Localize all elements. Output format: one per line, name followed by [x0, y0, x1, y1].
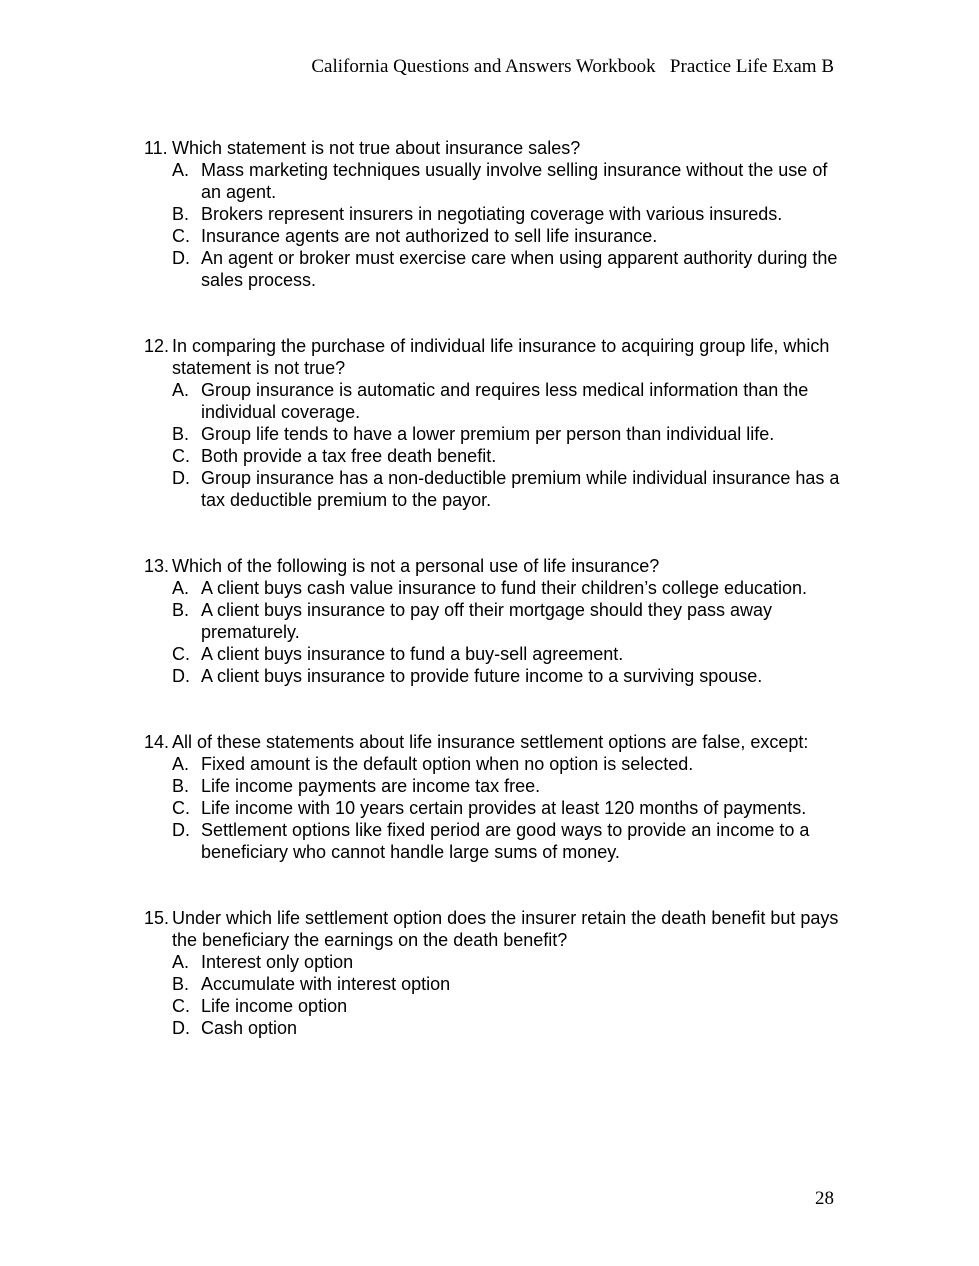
option-text: Cash option: [201, 1018, 298, 1038]
option-text: A client buys cash value insurance to fund their children’s college education.: [201, 578, 808, 598]
option-text: Group life tends to have a lower premium per person than individual life.: [201, 424, 775, 444]
answer-options: [144, 951, 844, 1039]
option-letter: C.: [172, 644, 190, 664]
answer-option-a: [172, 379, 844, 423]
answer-options: [144, 379, 844, 511]
option-letter: B.: [172, 600, 190, 620]
option-letter: C.: [172, 446, 190, 466]
question-stem: [144, 555, 844, 577]
question-number: 13.: [144, 556, 170, 576]
option-letter: D.: [172, 1018, 190, 1038]
option-letter: B.: [172, 424, 190, 444]
option-letter: C.: [172, 798, 190, 818]
question-text: All of these statements about life insurance settlement options are false, except:: [172, 732, 809, 752]
option-letter: A.: [172, 952, 190, 972]
question-text: In comparing the purchase of individual life insurance to acquiring group life, which statement is not true?: [172, 336, 830, 378]
option-letter: A.: [172, 578, 190, 598]
option-text: Brokers represent insurers in negotiating coverage with various insureds.: [201, 204, 783, 224]
answer-option-a: [172, 951, 844, 973]
option-text: Life income with 10 years certain provides at least 120 months of payments.: [201, 798, 807, 818]
question-text: Which of the following is not a personal use of life insurance?: [172, 556, 660, 576]
answer-option-b: [172, 203, 844, 225]
answer-option-d: [172, 1017, 844, 1039]
answer-options: [144, 159, 844, 291]
option-text: Both provide a tax free death benefit.: [201, 446, 497, 466]
question-11: [144, 137, 844, 291]
option-text: Life income option: [201, 996, 348, 1016]
option-letter: D.: [172, 820, 190, 840]
answer-option-c: [172, 225, 844, 247]
answer-option-c: [172, 797, 844, 819]
question-number: 11.: [144, 138, 168, 158]
option-text: Interest only option: [201, 952, 354, 972]
answer-option-a: [172, 159, 844, 203]
option-text: A client buys insurance to pay off their mortgage should they pass away prematurely.: [201, 600, 772, 642]
question-list: [144, 137, 844, 1083]
option-text: Accumulate with interest option: [201, 974, 451, 994]
question-stem: [144, 907, 844, 951]
option-letter: D.: [172, 468, 190, 488]
option-text: Insurance agents are not authorized to sell life insurance.: [201, 226, 658, 246]
answer-option-b: [172, 423, 844, 445]
question-stem: [144, 335, 844, 379]
question-14: [144, 731, 844, 863]
option-text: Group insurance is automatic and requires less medical information than the individual coverage.: [201, 380, 809, 422]
answer-option-b: [172, 775, 844, 797]
option-letter: B.: [172, 776, 190, 796]
option-letter: C.: [172, 996, 190, 1016]
option-text: Mass marketing techniques usually involve selling insurance without the use of an agent.: [201, 160, 828, 202]
option-text: Fixed amount is the default option when no option is selected.: [201, 754, 694, 774]
question-stem: [144, 731, 844, 753]
page-header: California Questions and Answers Workbook Practice Life Exam B: [311, 56, 834, 77]
answer-option-d: [172, 665, 844, 687]
option-text: Life income payments are income tax free.: [201, 776, 541, 796]
question-number: 12.: [144, 336, 170, 356]
answer-option-a: [172, 753, 844, 775]
option-text: Settlement options like fixed period are good ways to provide an income to a beneficiary who cannot handle large sums of money.: [201, 820, 810, 862]
option-letter: A.: [172, 380, 190, 400]
question-12: [144, 335, 844, 511]
question-number: 14.: [144, 732, 170, 752]
answer-option-d: [172, 247, 844, 291]
question-text: Under which life settlement option does the insurer retain the death benefit but pays the beneficiary the earnings on the death benefit?: [172, 908, 839, 950]
option-text: An agent or broker must exercise care when using apparent authority during the sales process.: [201, 248, 838, 290]
question-stem: [144, 137, 844, 159]
option-letter: D.: [172, 666, 190, 686]
page-number: 28: [815, 1188, 834, 1209]
option-letter: D.: [172, 248, 190, 268]
option-letter: A.: [172, 160, 190, 180]
question-number: 15.: [144, 908, 170, 928]
option-letter: B.: [172, 204, 190, 224]
option-letter: B.: [172, 974, 190, 994]
answer-option-b: [172, 599, 844, 643]
answer-option-d: [172, 467, 844, 511]
answer-option-a: [172, 577, 844, 599]
answer-option-c: [172, 445, 844, 467]
answer-options: [144, 753, 844, 863]
answer-option-c: [172, 643, 844, 665]
question-15: [144, 907, 844, 1039]
option-letter: C.: [172, 226, 190, 246]
option-text: A client buys insurance to provide future income to a surviving spouse.: [201, 666, 763, 686]
answer-option-c: [172, 995, 844, 1017]
question-text: Which statement is not true about insurance sales?: [172, 138, 581, 158]
answer-options: [144, 577, 844, 687]
option-text: A client buys insurance to fund a buy-sell agreement.: [201, 644, 624, 664]
option-text: Group insurance has a non-deductible premium while individual insurance has a tax deductible premium to the payor.: [201, 468, 840, 510]
question-13: [144, 555, 844, 687]
answer-option-d: [172, 819, 844, 863]
option-letter: A.: [172, 754, 190, 774]
answer-option-b: [172, 973, 844, 995]
